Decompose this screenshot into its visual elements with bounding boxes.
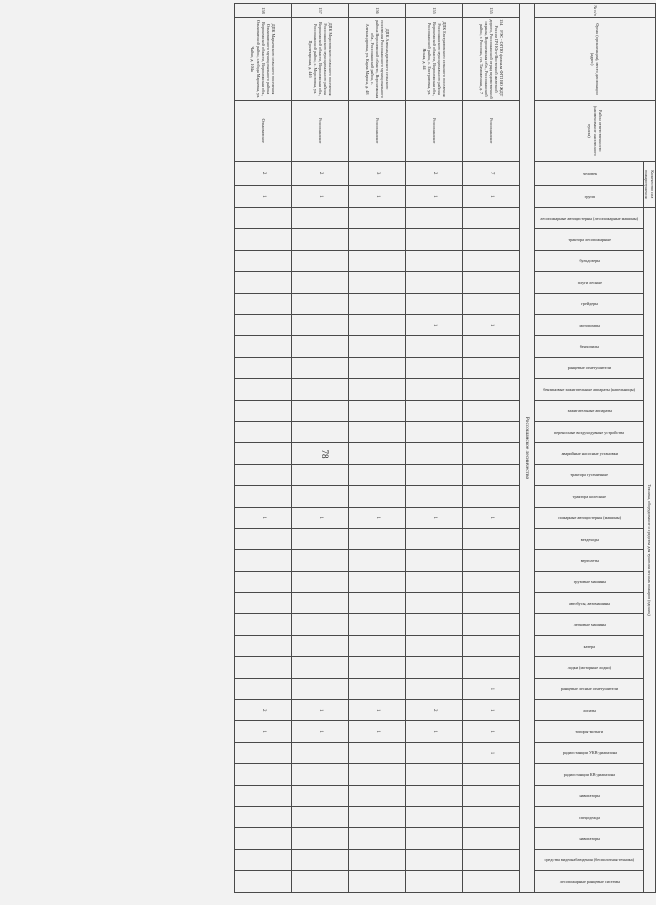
- row-equipment-value: 1: [406, 721, 463, 742]
- row-equipment-value: [463, 785, 520, 806]
- row-organization-text: ДПК Евстратовского сельского поселения Россошанского муниципального района Воронежской области, Воронежская обл., Россошанский район, с. Евстратовка, ул. Ясная, д. 44: [421, 21, 447, 97]
- row-equipment-value: [235, 336, 292, 357]
- row-equipment-value: [349, 229, 406, 250]
- row-equipment-value: 1: [349, 721, 406, 742]
- row-equipment-value: [406, 849, 463, 870]
- row-equipment-value: [463, 379, 520, 400]
- row-organization: [235, 18, 292, 101]
- row-organization: [406, 18, 463, 101]
- equipment-table-sheet: [234, 3, 656, 893]
- header-equipment-column: трактора гусеничные: [535, 464, 644, 485]
- header-equipment-column: трактора колесные: [535, 486, 644, 507]
- header-equipment-column: навигаторы: [535, 828, 644, 849]
- row-equipment-value: [463, 293, 520, 314]
- row-equipment-value: [349, 314, 406, 335]
- row-equipment-value: [292, 250, 349, 271]
- row-equipment-value: [235, 379, 292, 400]
- row-equipment-value: [349, 828, 406, 849]
- row-organization-text: ДПК Морозовского сельского поселения Россошанского муниципального района Воронежской области, Воронежская обл., Россошанский район, с. Морозовка, ул. Пролетарская, д. 44б: [307, 22, 333, 97]
- row-equipment-value: 1: [463, 721, 520, 742]
- row-index: 155: [463, 4, 520, 18]
- row-zone: Россошанское: [463, 100, 520, 161]
- row-equipment-value: [292, 614, 349, 635]
- row-equipment-value: [406, 486, 463, 507]
- header-zone: Район ответственности (наименование населенного пункта): [535, 100, 656, 161]
- row-equipment-value: [406, 828, 463, 849]
- row-equipment-value: 1: [349, 700, 406, 721]
- row-equipment-value: [235, 400, 292, 421]
- row-equipment-value: [463, 571, 520, 592]
- row-equipment-value: [349, 742, 406, 763]
- row-zone: Россошанское: [349, 100, 406, 161]
- row-equipment-value: 1: [463, 742, 520, 763]
- row-organization-text: ДПК Марьевского сельского поселения Ольховатского муниципального района Воронежской области, Воронежская обл., Ольховатский район, слобода Марьевка, ул. Чайко, д. 104а: [250, 19, 276, 99]
- row-equipment-value: [292, 272, 349, 293]
- row-equipment-value: [406, 657, 463, 678]
- row-equipment-value: [292, 443, 349, 464]
- row-equipment-value: [292, 208, 349, 229]
- header-equipment-column: катера: [535, 635, 644, 656]
- row-equipment-value: [463, 443, 520, 464]
- row-people: 3: [349, 161, 406, 185]
- row-index: 158: [235, 4, 292, 18]
- row-equipment-value: 1: [235, 721, 292, 742]
- row-equipment-value: [349, 806, 406, 827]
- row-equipment-value: [406, 593, 463, 614]
- header-equipment-column: пожарные автоцистерны (машины): [535, 507, 644, 528]
- row-equipment-value: [463, 550, 520, 571]
- row-equipment-value: [292, 464, 349, 485]
- row-people: 7: [463, 161, 520, 185]
- header-equipment-column: спецодежда: [535, 806, 644, 827]
- row-equipment-value: [349, 635, 406, 656]
- row-equipment-value: 1: [292, 700, 349, 721]
- header-index: № п/п: [535, 4, 656, 18]
- row-equipment-value: [235, 806, 292, 827]
- row-equipment-value: [349, 464, 406, 485]
- row-equipment-value: [406, 400, 463, 421]
- row-equipment-value: [292, 742, 349, 763]
- row-equipment-value: [349, 379, 406, 400]
- row-equipment-value: 1: [463, 678, 520, 699]
- row-equipment-value: [349, 421, 406, 442]
- row-equipment-value: [292, 764, 349, 785]
- row-equipment-value: [406, 357, 463, 378]
- row-equipment-value: [235, 614, 292, 635]
- row-equipment-value: [406, 785, 463, 806]
- row-equipment-value: [463, 593, 520, 614]
- row-equipment-value: [349, 272, 406, 293]
- row-equipment-value: [349, 486, 406, 507]
- row-equipment-value: [463, 486, 520, 507]
- row-equipment-value: [406, 806, 463, 827]
- row-equipment-value: [406, 742, 463, 763]
- row-equipment-value: [463, 250, 520, 271]
- row-equipment-value: [349, 593, 406, 614]
- row-units: 1: [406, 185, 463, 207]
- row-equipment-value: [235, 421, 292, 442]
- row-people: 2: [406, 161, 463, 185]
- row-equipment-value: 2: [406, 700, 463, 721]
- header-equipment-column: зажигательные аппараты: [535, 400, 644, 421]
- row-equipment-value: 1: [292, 507, 349, 528]
- header-org: Орган (организация), место дислокации (адрес): [535, 18, 656, 101]
- row-units: 1: [292, 185, 349, 207]
- row-equipment-value: [463, 336, 520, 357]
- row-equipment-value: [235, 849, 292, 870]
- row-equipment-value: [349, 443, 406, 464]
- row-equipment-value: [292, 550, 349, 571]
- header-equipment-column: переносные воздуходувные устройства: [535, 421, 644, 442]
- row-equipment-value: [235, 593, 292, 614]
- row-equipment-value: 1: [463, 507, 520, 528]
- row-equipment-value: [463, 528, 520, 549]
- row-equipment-value: [292, 421, 349, 442]
- row-zone: Россошанское: [406, 100, 463, 161]
- row-equipment-value: [406, 678, 463, 699]
- header-equipment-column: аварийные насосные установки: [535, 443, 644, 464]
- row-equipment-value: [292, 635, 349, 656]
- row-equipment-value: [463, 657, 520, 678]
- header-equipment-column: ранцевые огнетушители: [535, 357, 644, 378]
- table-row: [463, 4, 520, 893]
- header-equipment-column: бульдозеры: [535, 250, 644, 271]
- table-row: [349, 4, 406, 893]
- header-equipment-column: мотопомпы: [535, 314, 644, 335]
- header-equipment-column: вертолеты: [535, 550, 644, 571]
- row-equipment-value: [406, 443, 463, 464]
- row-zone: Россошанское: [292, 100, 349, 161]
- row-equipment-value: [292, 849, 349, 870]
- row-equipment-value: 1: [463, 700, 520, 721]
- row-equipment-value: [235, 764, 292, 785]
- header-equipment-column: вездеходы: [535, 528, 644, 549]
- row-equipment-value: [463, 614, 520, 635]
- row-equipment-value: [235, 678, 292, 699]
- header-equipment-column: лесопожарные ранцевые системы: [535, 871, 644, 893]
- row-equipment-value: [349, 614, 406, 635]
- row-equipment-value: [463, 806, 520, 827]
- row-equipment-value: [292, 400, 349, 421]
- row-equipment-value: [406, 250, 463, 271]
- header-equipment-column: радиостанции УКВ-диапазона: [535, 742, 644, 763]
- header-equipment-column: лодки (моторные лодки): [535, 657, 644, 678]
- row-equipment-value: [292, 229, 349, 250]
- row-equipment-value: [463, 849, 520, 870]
- row-equipment-value: 1: [406, 507, 463, 528]
- row-equipment-value: [292, 293, 349, 314]
- row-equipment-value: [349, 208, 406, 229]
- header-equipment-column: топоры-мотыги: [535, 721, 644, 742]
- table-row: [406, 4, 463, 893]
- row-equipment-value: [406, 528, 463, 549]
- row-equipment-value: [292, 678, 349, 699]
- equipment-table: [234, 3, 656, 893]
- row-equipment-value: [235, 785, 292, 806]
- row-units: 1: [235, 185, 292, 207]
- row-equipment-value: [349, 528, 406, 549]
- row-equipment-value: [292, 528, 349, 549]
- row-equipment-value: [235, 550, 292, 571]
- row-people: 2: [292, 161, 349, 185]
- row-people: 2: [235, 161, 292, 185]
- row-organization-text: РЭС - ОГПО филиала ФГП ВО ЖДТ России ПЧ Юго-Восточной железной дороги, Россошанский отряд ведомственной охраны, Воронежская обл., Россошанский район, г. Россошь, пл. Таможенная, д. 7: [478, 19, 504, 99]
- row-equipment-value: [235, 657, 292, 678]
- row-equipment-value: [406, 635, 463, 656]
- header-personnel: Количество сил пожаротушения: [644, 161, 656, 207]
- row-equipment-value: [406, 421, 463, 442]
- row-equipment-value: [349, 250, 406, 271]
- header-equipment-column: трактора лесопожарные: [535, 229, 644, 250]
- row-equipment-value: [406, 550, 463, 571]
- row-equipment-value: [235, 250, 292, 271]
- row-index: 155: [406, 4, 463, 18]
- row-equipment-value: [406, 379, 463, 400]
- section-title: Россошанское лесничество: [520, 4, 535, 893]
- row-organization: [463, 18, 520, 101]
- row-equipment-value: [235, 828, 292, 849]
- row-equipment-value: 2: [235, 700, 292, 721]
- header-equipment-column: плуги лесные: [535, 272, 644, 293]
- row-equipment-value: [463, 421, 520, 442]
- row-equipment-value: [463, 464, 520, 485]
- row-equipment-value: [406, 293, 463, 314]
- row-equipment-value: [235, 464, 292, 485]
- row-equipment-value: [292, 571, 349, 592]
- header-equipment-column: легковые машины: [535, 614, 644, 635]
- row-equipment-value: [235, 314, 292, 335]
- row-equipment-value: [235, 635, 292, 656]
- row-equipment-value: [349, 336, 406, 357]
- row-equipment-value: [292, 486, 349, 507]
- row-equipment-value: 1: [349, 507, 406, 528]
- header-units: групп: [535, 185, 644, 207]
- row-equipment-value: [292, 828, 349, 849]
- page-number: 78: [320, 449, 330, 459]
- row-equipment-value: [463, 635, 520, 656]
- row-equipment-value: [463, 764, 520, 785]
- row-equipment-value: [406, 208, 463, 229]
- row-equipment-value: [235, 272, 292, 293]
- header-equipment-column: ранцевые лесные огнетушители: [535, 678, 644, 699]
- row-sub-index: 154: [498, 19, 504, 26]
- header-equipment-column: лопаты: [535, 700, 644, 721]
- header-equipment-column: радиостанции КВ-диапазона: [535, 764, 644, 785]
- row-equipment-value: [406, 871, 463, 893]
- row-equipment-value: [463, 208, 520, 229]
- row-equipment-value: [349, 357, 406, 378]
- row-equipment-value: [349, 571, 406, 592]
- table-row: [235, 4, 292, 893]
- row-equipment-value: [463, 828, 520, 849]
- row-equipment-value: [463, 272, 520, 293]
- row-equipment-value: 1: [235, 507, 292, 528]
- row-equipment-value: [349, 657, 406, 678]
- row-equipment-value: [235, 293, 292, 314]
- row-equipment-value: [349, 764, 406, 785]
- row-equipment-value: [292, 357, 349, 378]
- header-equipment-group: Техника, оборудование и средства для тушения лесных пожаров (единиц): [644, 208, 656, 893]
- row-units: 1: [349, 185, 406, 207]
- row-equipment-value: [406, 571, 463, 592]
- row-equipment-value: [463, 229, 520, 250]
- header-equipment-column: автобусы, автомашины: [535, 593, 644, 614]
- row-equipment-value: [463, 400, 520, 421]
- row-equipment-value: 1: [406, 314, 463, 335]
- header-equipment-column: грузовые машины: [535, 571, 644, 592]
- row-organization: [349, 18, 406, 101]
- header-equipment-column: средства видеонаблюдения (беспилотная техника): [535, 849, 644, 870]
- row-equipment-value: [349, 871, 406, 893]
- row-equipment-value: [235, 571, 292, 592]
- row-equipment-value: [349, 550, 406, 571]
- row-organization-text: ДПК Александровского сельского поселения Россошанского муниципального района Воронежской области, Воронежская обл., Россошанский район, с. Александровка, ул. Карла Маркса, д. 48: [364, 19, 390, 99]
- row-equipment-value: [292, 336, 349, 357]
- row-equipment-value: [463, 357, 520, 378]
- row-equipment-value: [406, 764, 463, 785]
- row-equipment-value: [235, 486, 292, 507]
- header-equipment-column: бензопилы: [535, 336, 644, 357]
- row-equipment-value: [406, 229, 463, 250]
- row-equipment-value: [349, 785, 406, 806]
- header-equipment-column: лесопожарные автоцистерны (лесопожарные машины): [535, 208, 644, 229]
- row-equipment-value: [292, 593, 349, 614]
- row-equipment-value: [292, 871, 349, 893]
- table-row: [292, 4, 349, 893]
- row-equipment-value: [349, 678, 406, 699]
- row-equipment-value: [406, 336, 463, 357]
- row-equipment-value: [292, 785, 349, 806]
- row-equipment-value: [349, 849, 406, 870]
- row-equipment-value: [235, 443, 292, 464]
- row-equipment-value: 1: [463, 314, 520, 335]
- row-index: 156: [349, 4, 406, 18]
- row-equipment-value: [292, 806, 349, 827]
- row-equipment-value: [292, 657, 349, 678]
- row-equipment-value: [406, 464, 463, 485]
- row-equipment-value: [292, 314, 349, 335]
- row-equipment-value: 1: [292, 721, 349, 742]
- header-equipment-column: грейдеры: [535, 293, 644, 314]
- row-equipment-value: [406, 614, 463, 635]
- row-equipment-value: [349, 400, 406, 421]
- row-equipment-value: [235, 357, 292, 378]
- row-equipment-value: [235, 208, 292, 229]
- header-people: человек: [535, 161, 644, 185]
- row-equipment-value: [235, 229, 292, 250]
- row-equipment-value: [235, 528, 292, 549]
- row-equipment-value: [463, 871, 520, 893]
- row-equipment-value: [349, 293, 406, 314]
- row-units: 1: [463, 185, 520, 207]
- header-equipment-column: навигаторы: [535, 785, 644, 806]
- row-zone: Ольховатское: [235, 100, 292, 161]
- row-index: 157: [292, 4, 349, 18]
- row-equipment-value: [292, 379, 349, 400]
- header-equipment-column: бензиновые зажигательные аппараты (капельницы): [535, 379, 644, 400]
- row-equipment-value: [235, 871, 292, 893]
- row-equipment-value: [235, 742, 292, 763]
- row-equipment-value: [406, 272, 463, 293]
- row-organization: [292, 18, 349, 101]
